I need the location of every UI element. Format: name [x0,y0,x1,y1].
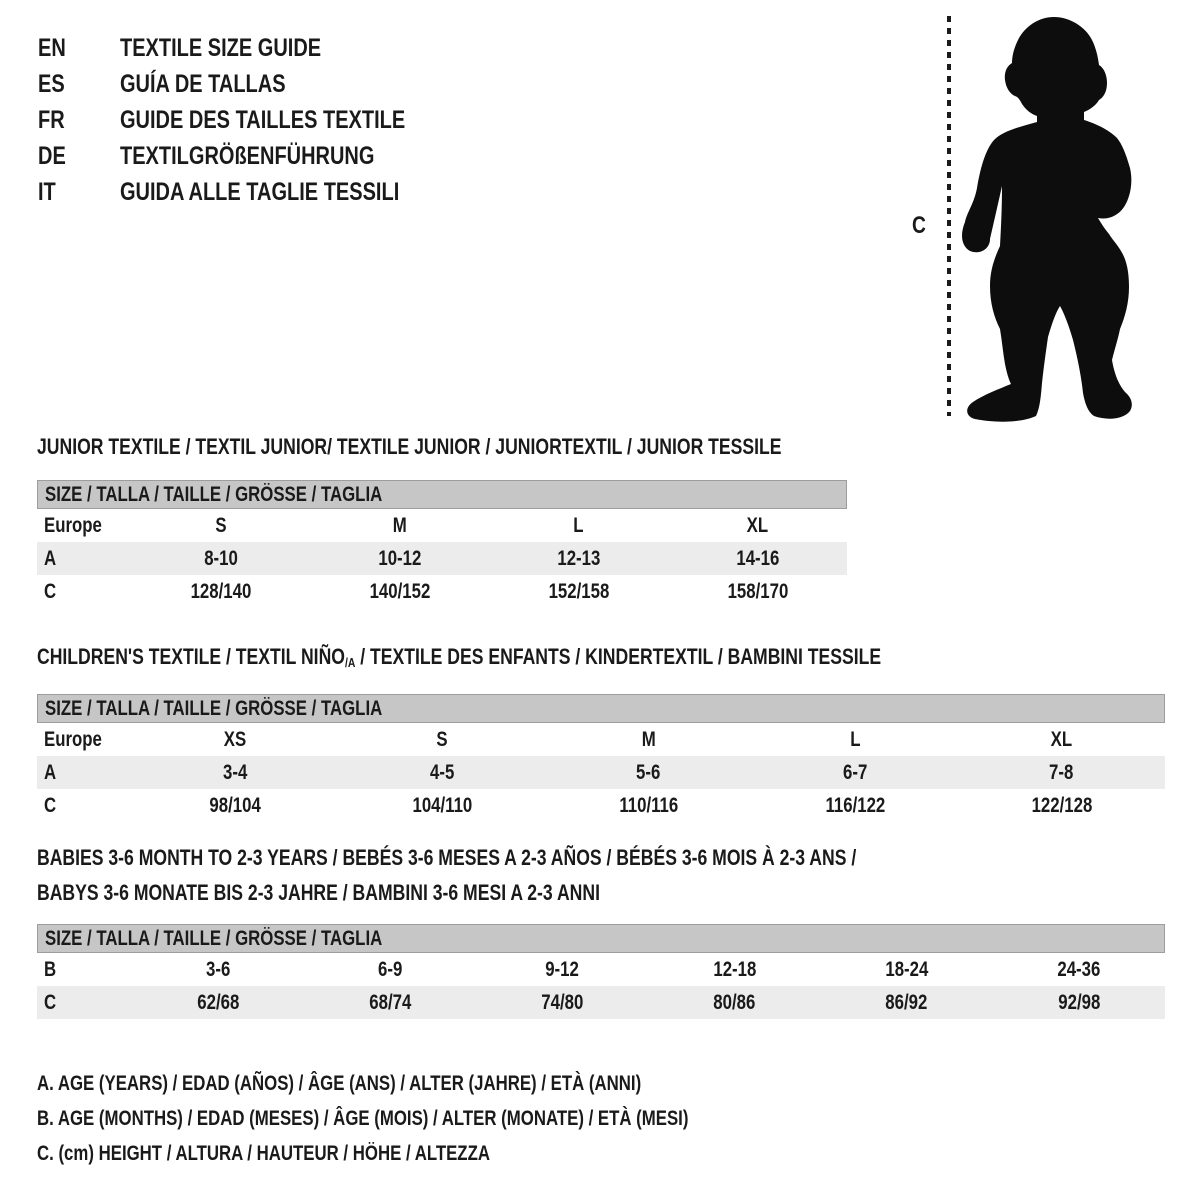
language-code: IT [38,177,56,206]
size-cell-text: 5-6 [636,760,661,784]
row-label-text: Europe [44,513,102,537]
size-cell-text: 116/122 [825,793,885,817]
language-row-fr [38,102,477,138]
language-row-de [38,138,477,174]
table-row [37,986,1165,1019]
language-row-it [38,174,477,210]
size-cell [490,547,669,571]
legend-line-age-months: B. AGE (MONTHS) / EDAD (MESES) / ÂGE (MOIS) / ALTER (MONATE) / ETÀ (MESI) [37,1106,689,1130]
language-code: ES [38,69,65,98]
size-cell [649,991,821,1015]
language-row-en [38,30,477,66]
language-code: FR [38,105,65,134]
size-header-band [37,694,1165,723]
size-cell-text: 128/140 [190,579,252,603]
size-cell [993,991,1165,1015]
row-label [37,958,132,982]
size-cell [545,794,752,818]
row-label [37,514,132,538]
row-label [37,728,132,752]
size-cell-text: XS [224,727,247,751]
size-cell-text: 80/86 [713,990,756,1014]
size-cell [545,728,752,752]
size-cell-text: L [849,727,861,751]
size-cell-text: 152/158 [548,579,610,603]
size-cell [490,514,669,538]
size-cell-text: 10-12 [378,546,422,570]
size-cell [752,761,959,785]
size-cell-text: 6-7 [842,760,868,784]
height-measure-label: C [912,212,926,239]
section-junior-textile [37,434,847,608]
table-row [37,953,1165,986]
toddler-silhouette-icon [957,12,1147,426]
row-label [37,794,132,818]
size-cell-text: 7-8 [1049,760,1074,784]
babies-size-table [37,924,1165,1019]
size-cell [339,728,546,752]
size-cell [132,794,339,818]
row-label-text: C [44,990,57,1014]
size-cell [304,991,476,1015]
size-cell [132,991,304,1015]
size-cell-text: 110/116 [619,793,678,817]
junior-size-table [37,480,847,608]
size-cell [668,547,847,571]
size-cell [958,728,1165,752]
size-cell-text: L [573,513,584,537]
size-cell-text: 68/74 [369,990,412,1014]
size-cell-text: 12-18 [713,957,757,981]
language-title: TEXTILE SIZE GUIDE [120,33,322,62]
babies-section-title-line1: BABIES 3-6 MONTH TO 2-3 YEARS / BEBÉS 3-6 MESES A 2-3 AÑOS / BÉBÉS 3-6 MOIS À 2-3 ANS / [37,845,857,870]
size-cell-text: 9-12 [545,957,580,981]
size-header-label: SIZE / TALLA / TAILLE / GRÖSSE / TAGLIA [45,696,383,720]
size-cell [132,547,311,571]
language-title: GUIDA ALLE TAGLIE TESSILI [120,177,400,206]
size-cell [311,514,490,538]
size-header-label: SIZE / TALLA / TAILLE / GRÖSSE / TAGLIA [45,926,383,950]
table-row [37,756,1165,789]
size-cell-text: 122/128 [1031,793,1093,817]
size-cell-text: 12-13 [557,546,601,570]
legend-line-age-years: A. AGE (YEARS) / EDAD (AÑOS) / ÂGE (ANS) / ALTER (JAHRE) / ETÀ (ANNI) [37,1071,642,1095]
size-cell [545,761,752,785]
size-cell [668,514,847,538]
size-cell [311,547,490,571]
language-title-block [38,30,477,210]
size-cell-text: XL [1050,727,1073,751]
language-title: GUÍA DE TALLAS [120,69,286,98]
size-cell [339,794,546,818]
row-label [37,547,132,571]
size-cell [993,958,1165,982]
size-cell [668,580,847,604]
title-segment: / TEXTILE DES ENFANTS / KINDERTEXTIL / BAMBINI TESSILE [355,644,882,669]
childrens-size-table [37,694,1165,822]
size-cell-text: 62/68 [197,990,240,1014]
size-cell-text: 98/104 [209,793,261,817]
row-label [37,991,132,1015]
childrens-section-title [37,644,939,675]
size-cell [132,761,339,785]
size-cell [752,728,959,752]
size-cell-text: 6-9 [378,957,403,981]
language-title: TEXTILGRÖßENFÜHRUNG [120,141,375,170]
table-row [37,542,847,575]
junior-section-title: JUNIOR TEXTILE / TEXTIL JUNIOR/ TEXTILE JUNIOR / JUNIORTEXTIL / JUNIOR TESSILE [37,434,782,459]
language-row-es [38,66,477,102]
title-segment: CHILDREN'S TEXTILE / TEXTIL NIÑO [37,644,345,669]
size-cell-text: 18-24 [885,957,929,981]
size-cell [821,958,993,982]
size-header-band [37,924,1165,953]
size-cell [132,580,311,604]
size-header-band [37,480,847,509]
size-cell [339,761,546,785]
row-label-text: C [44,793,57,817]
table-row [37,575,847,608]
title-subscript: /A [344,655,356,670]
size-cell-text: M [641,727,656,751]
language-code: EN [38,33,66,62]
size-cell-text: 140/152 [369,579,431,603]
row-label-text: B [44,957,57,981]
row-label [37,580,132,604]
size-cell-text: 86/92 [885,990,928,1014]
size-cell [311,580,490,604]
babies-section-title-line2: BABYS 3-6 MONATE BIS 2-3 JAHRE / BAMBINI 3-6 MESI A 2-3 ANNI [37,880,600,905]
section-childrens-textile [37,644,1165,822]
size-cell-text: XL [746,513,769,537]
size-cell-text: 4-5 [429,760,455,784]
language-code: DE [38,141,66,170]
size-cell [821,991,993,1015]
section-babies-textile [37,840,1165,1019]
legend-line-height-cm: C. (cm) HEIGHT / ALTURA / HAUTEUR / HÖHE / ALTEZZA [37,1141,490,1165]
size-cell-text: S [215,513,227,537]
row-label [37,761,132,785]
size-cell-text: 104/110 [411,793,472,817]
size-cell [304,958,476,982]
size-cell-text: M [393,513,408,537]
size-cell-text: 74/80 [541,990,584,1014]
language-title: GUIDE DES TAILLES TEXTILE [120,105,406,134]
size-cell [132,728,339,752]
row-label-text: Europe [44,727,102,751]
size-cell-text: 3-4 [223,760,248,784]
size-header-label: SIZE / TALLA / TAILLE / GRÖSSE / TAGLIA [45,482,383,506]
size-cell-text: 158/170 [727,579,788,603]
table-row [37,509,847,542]
size-cell [649,958,821,982]
size-cell [476,958,648,982]
size-cell [132,514,311,538]
size-cell-text: 3-6 [205,957,231,981]
height-measure-dashed-line [947,16,951,416]
row-label-text: A [44,760,57,784]
row-label-text: A [44,546,57,570]
table-row [37,723,1165,756]
size-cell [490,580,669,604]
size-cell [958,761,1165,785]
size-cell [958,794,1165,818]
table-row [37,789,1165,822]
size-cell-text: 8-10 [204,546,239,570]
size-cell [132,958,304,982]
size-cell [752,794,959,818]
legend-block [37,1066,851,1171]
size-cell-text: 14-16 [736,546,780,570]
row-label-text: C [44,579,57,603]
size-cell-text: 92/98 [1057,990,1100,1014]
size-cell-text: S [436,727,448,751]
size-cell-text: 24-36 [1057,957,1101,981]
size-cell [476,991,648,1015]
